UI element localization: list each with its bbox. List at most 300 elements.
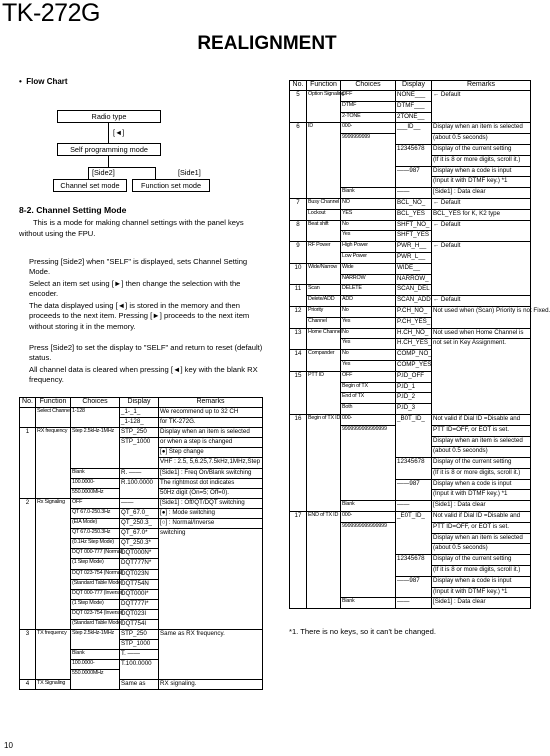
table-cell [36,599,71,609]
flow-chart-heading [19,77,68,86]
table-cell: DQT 023-754 (Normal) [71,569,120,579]
table-cell [36,670,71,680]
table-row [20,609,263,619]
table-cell: (Standard Table Mode) [71,619,120,629]
table-cell: (Input it with DTMF key.) *1 [432,177,531,188]
table-cell [432,231,531,242]
table-cell: [Side1] : Data clear [432,188,531,199]
table-cell [341,566,396,577]
table-cell [36,549,71,559]
table-cell [290,231,307,242]
table-cell [341,458,396,469]
table-cell [396,425,432,436]
table-cell: Blank [341,501,396,512]
table-cell: (Standard Table Mode) [71,579,120,589]
table-row [290,350,531,361]
table-cell: No [341,306,396,317]
table-cell: not set in Key Assignment. [432,339,531,350]
table-cell [307,447,341,458]
table-cell: (If it is 8 or more digits, scroll it.) [432,468,531,479]
table-cell [432,382,531,393]
table-cell: DQT023I [120,609,159,619]
table-cell: SCAN_DEL [396,285,432,296]
table-row [20,488,263,498]
table-cell [290,252,307,263]
table-cell: No [341,328,396,339]
table-cell [71,448,120,458]
table-cell [396,533,432,544]
table-cell: NONE___ [396,91,432,102]
table-row [20,498,263,508]
table-cell: P.ID_OFF [396,371,432,382]
table-cell: [●] Step change [159,448,263,458]
table-cell [20,650,36,660]
table-cell: Not valid if Dial ID =Disable and [432,414,531,425]
table-cell: Yes [341,231,396,242]
table-cell [159,599,263,609]
table-cell [432,404,531,415]
table-cell [290,382,307,393]
table-cell: Busy Channel [307,198,341,209]
table-cell [396,468,432,479]
table-cell: (about 0.5 seconds) [432,134,531,145]
table-row [290,501,531,512]
table-cell [341,490,396,501]
table-cell: Rx Signaling [36,498,71,508]
table-cell [290,155,307,166]
table-row [290,587,531,598]
table-cell [290,274,307,285]
table-cell: Yes [341,360,396,371]
column-header: Choices [71,398,120,408]
table-cell [290,296,307,307]
function-settings-table [289,80,550,609]
table-cell [159,559,263,569]
table-row [290,263,531,274]
table-cell [159,640,263,650]
table-cell [341,436,396,447]
table-cell: 000- [341,512,396,523]
table-cell: 13 [290,328,307,339]
table-cell [341,177,396,188]
section-heading: 8-2. Channel Setting Mode [19,205,127,215]
table-cell [36,519,71,529]
table-cell [20,478,36,488]
table-cell: Same as RX frequency. [159,630,263,640]
table-cell: ← Default [432,220,531,231]
table-cell: The rightmost dot indicates [159,478,263,488]
table-cell: 6 [290,123,307,134]
instruction-paragraph: The data displayed using [◄] is stored in the memory and then proceeds to the next item. Pressing [►] proceeds to the next item without storing it in the memory. [29,301,250,331]
column-header: No. [290,81,307,91]
table-cell [290,209,307,220]
table-cell: 14 [290,350,307,361]
table-cell: DQT 023-754 (Inverse) [71,609,120,619]
table-cell: or when a step is changed [159,438,263,448]
table-cell: Blank [71,468,120,478]
table-cell: Yes [341,339,396,350]
table-row [290,328,531,339]
table-cell: ← Default [432,198,531,209]
table-cell [307,468,341,479]
table-cell: QT 67.0-250.3Hz [71,508,120,518]
table-cell: Display of the current setting [432,458,531,469]
table-cell: Display when an item is selected [432,436,531,447]
table-cell [20,549,36,559]
table-cell [396,134,432,145]
table-row [290,209,531,220]
table-cell: BCL_NO_ [396,198,432,209]
flow-box-function-mode: Function set mode [132,179,210,192]
table-cell [341,155,396,166]
table-cell [290,447,307,458]
table-cell [432,285,531,296]
table-cell [20,640,36,650]
table-row [20,428,263,438]
table-cell: QT_67.0* [120,529,159,539]
table-cell: ← Default [432,296,531,307]
table-row [290,382,531,393]
table-cell: Select Channel [36,408,71,418]
table-cell: —— [396,598,432,609]
table-cell: QT_67.0_ [120,508,159,518]
table-cell [341,447,396,458]
table-cell: 1-128 [71,408,120,418]
table-cell: H.CH_NO_ [396,328,432,339]
table-cell [290,112,307,123]
table-cell: DQT777I* [120,599,159,609]
table-cell: 9999999999999999 [341,522,396,533]
table-row [290,123,531,134]
table-cell [120,448,159,458]
table-row [20,418,263,428]
table-cell: Display when a code is input [432,479,531,490]
table-cell: (about 0.5 seconds) [432,447,531,458]
table-row [20,458,263,468]
table-cell [432,317,531,328]
table-row [20,508,263,518]
table-cell: DQT 000-777 (Inverse) [71,589,120,599]
table-cell: 3 [20,630,36,640]
table-cell [307,274,341,285]
table-cell [36,478,71,488]
table-cell: P.ID_1 [396,382,432,393]
table-cell [36,579,71,589]
table-row [290,414,531,425]
table-row [20,630,263,640]
table-cell [159,670,263,680]
table-cell [432,360,531,371]
table-cell: COMP_NO_ [396,350,432,361]
table-cell [307,101,341,112]
table-cell: RF Power [307,242,341,253]
table-row [290,447,531,458]
table-cell: _E0T_ID_ [396,512,432,523]
column-header: Remarks [432,81,531,91]
table-cell: STP_250 [120,428,159,438]
instruction-paragraph: Select an item set using [►] then change the selection with the encoder. [29,279,241,299]
table-cell [290,436,307,447]
table-row [290,220,531,231]
table-row [290,490,531,501]
table-row [290,91,531,102]
table-cell: (about 0.5 seconds) [432,544,531,555]
table-cell [396,566,432,577]
table-cell [307,166,341,177]
table-cell: High Power [341,242,396,253]
table-cell [307,155,341,166]
table-cell: 12345678 [396,458,432,469]
table-cell: DQT023N [120,569,159,579]
table-cell [290,425,307,436]
table-cell [159,589,263,599]
table-cell: PTT ID=OFF, or EOT is set. [432,522,531,533]
table-cell: DTMF___ [396,101,432,112]
table-row [20,589,263,599]
table-cell [290,566,307,577]
table-cell [20,508,36,518]
table-cell: 12345678 [396,555,432,566]
table-cell: (1 Step Mode) [71,559,120,569]
table-cell [290,166,307,177]
table-cell [290,360,307,371]
table-cell: Lockout [307,209,341,220]
table-cell [307,177,341,188]
table-row [20,448,263,458]
table-cell: Display when a code is input [432,576,531,587]
table-cell: —— [120,498,159,508]
table-cell [159,609,263,619]
table-row [20,549,263,559]
table-cell [20,418,36,428]
flow-box-programming: Self programming mode [57,143,161,156]
table-cell [290,458,307,469]
table-row [290,393,531,404]
table-cell: R.100.0000 [120,478,159,488]
table-cell [396,544,432,555]
table-cell: Not valid if Dial ID =Disable and [432,512,531,523]
flow-box-channel-mode: Channel set mode [53,179,127,192]
table-cell: Step 2.5kHz-1MHz [71,428,120,438]
table-cell: SHFT_YES [396,231,432,242]
table-cell [307,566,341,577]
table-cell [36,650,71,660]
table-cell: Not used when Home Channel is [432,328,531,339]
table-cell: ——987 [396,576,432,587]
table-cell [307,382,341,393]
table-cell: NO [341,198,396,209]
table-cell [290,522,307,533]
table-cell: TX frequency [36,630,71,640]
table-row [290,155,531,166]
table-row [290,544,531,555]
table-cell [307,393,341,404]
table-cell [307,188,341,199]
table-cell: P.ID_2 [396,393,432,404]
table-cell [341,468,396,479]
table-cell [20,670,36,680]
table-cell [307,231,341,242]
column-header: No. [20,398,36,408]
table-row [290,555,531,566]
table-cell [20,438,36,448]
table-cell [432,101,531,112]
table-row [290,252,531,263]
table-cell: WIDE__ [396,263,432,274]
table-row [290,468,531,479]
column-header: Choices [341,81,396,91]
table-cell [159,569,263,579]
table-row [290,522,531,533]
table-cell [307,360,341,371]
table-cell: for TK-272G. [159,418,263,428]
table-row [20,660,263,670]
table-cell [290,188,307,199]
model-name: TK-272G [2,0,100,27]
table-cell [36,529,71,539]
table-cell: 2 [20,498,36,508]
table-cell: (Input it with DTMF key.) *1 [432,490,531,501]
table-cell: P.CH_YES_ [396,317,432,328]
table-cell: ID [307,123,341,134]
table-cell: 2-TONE [341,112,396,123]
table-cell: Wide [341,263,396,274]
table-row [290,296,531,307]
table-cell: Yes [341,317,396,328]
table-row [290,598,531,609]
table-cell: OFF [341,371,396,382]
table-cell: DQT754N [120,579,159,589]
table-cell [20,559,36,569]
table-cell [307,555,341,566]
table-cell: OFF [341,91,396,102]
table-cell [307,252,341,263]
table-cell [36,589,71,599]
table-cell: 8 [290,220,307,231]
table-row [290,144,531,155]
table-cell: Begin of TX [341,382,396,393]
table-cell: Low Power [341,252,396,263]
table-cell: Not used when (Scan) Priority is not Fixed. [432,306,531,317]
table-cell: 12 [290,306,307,317]
bullet-icon: • [19,77,27,86]
table-cell: 000- [341,123,396,134]
table-cell: 2TONE__ [396,112,432,123]
table-cell [290,544,307,555]
table-cell: Blank [71,650,120,660]
table-row [290,479,531,490]
table-cell [290,404,307,415]
table-cell: (Input it with DTMF key.) *1 [432,587,531,598]
table-cell: 15 [290,371,307,382]
table-cell: QT_250.3_ [120,519,159,529]
table-cell [20,599,36,609]
table-cell: No [341,220,396,231]
column-header: Display [396,81,432,91]
table-cell: 550.0000MHz [71,670,120,680]
table-cell: 9999999999999999 [341,425,396,436]
table-cell [36,539,71,549]
footnote: *1. There is no keys, so it can't be changed. [289,627,436,636]
table-cell: End of TX [341,393,396,404]
table-cell [20,448,36,458]
table-cell [36,660,71,670]
table-cell: STP_1000 [120,640,159,650]
table-cell: OFF [71,498,120,508]
table-cell [290,490,307,501]
table-row [20,468,263,478]
table-cell: Beat shift [307,220,341,231]
table-cell: RX signaling. [159,680,263,690]
page-title: REALIGNMENT [197,33,337,54]
table-cell [307,144,341,155]
table-cell: Blank [341,598,396,609]
table-row [290,188,531,199]
table-cell [290,587,307,598]
table-row [290,242,531,253]
table-cell [120,458,159,468]
table-cell: 10 [290,263,307,274]
table-row [20,650,263,660]
table-cell [20,619,36,629]
table-cell [290,144,307,155]
flow-box-radio-type: Radio type [57,110,161,123]
table-row [20,438,263,448]
table-cell [71,418,120,428]
table-cell: YES [341,209,396,220]
table-cell [290,468,307,479]
instruction-paragraph: Press [Side2] to set the display to "SELF" and return to reset (default) status. [29,343,263,363]
table-cell: P.CH_NO_ [396,306,432,317]
table-cell: END of TX ID [307,512,341,523]
table-cell: Step 2.5kHz-1MHz [71,630,120,640]
table-row [290,458,531,469]
table-row [290,404,531,415]
table-cell: Display of the current setting [432,555,531,566]
table-row [290,177,531,188]
table-cell: T. —— [120,650,159,660]
table-cell [307,501,341,512]
table-cell [307,598,341,609]
table-cell: PTT ID=OFF, or EOT is set. [432,425,531,436]
table-row [20,569,263,579]
table-cell: DQT000I* [120,589,159,599]
table-row [20,539,263,549]
table-cell: Same as [120,680,159,690]
table-cell [20,408,36,418]
table-cell [20,468,36,478]
flow-side1-label: [Side1] [178,168,201,177]
table-cell: QT_250.3* [120,539,159,549]
table-cell [307,576,341,587]
table-cell: 50Hz digit (On=5; Off=0). [159,488,263,498]
table-row [290,339,531,350]
flow-connector [88,167,89,179]
flow-connector [108,122,109,143]
instruction-paragraph: All channel data is cleared when pressing [◄] key with the blank RX frequency. [29,365,258,385]
table-cell: (If it is 8 or more digits, scroll it.) [432,155,531,166]
table-row [20,529,263,539]
table-row [290,285,531,296]
table-cell: —— [396,188,432,199]
table-cell: COMP_YES [396,360,432,371]
table-cell [159,619,263,629]
table-cell: [●] : Mode switching [159,508,263,518]
table-row [290,425,531,436]
table-cell: Scan [307,285,341,296]
table-cell: _B0T_ID_ [396,414,432,425]
table-cell: (If it is 8 or more digits, scroll it.) [432,566,531,577]
